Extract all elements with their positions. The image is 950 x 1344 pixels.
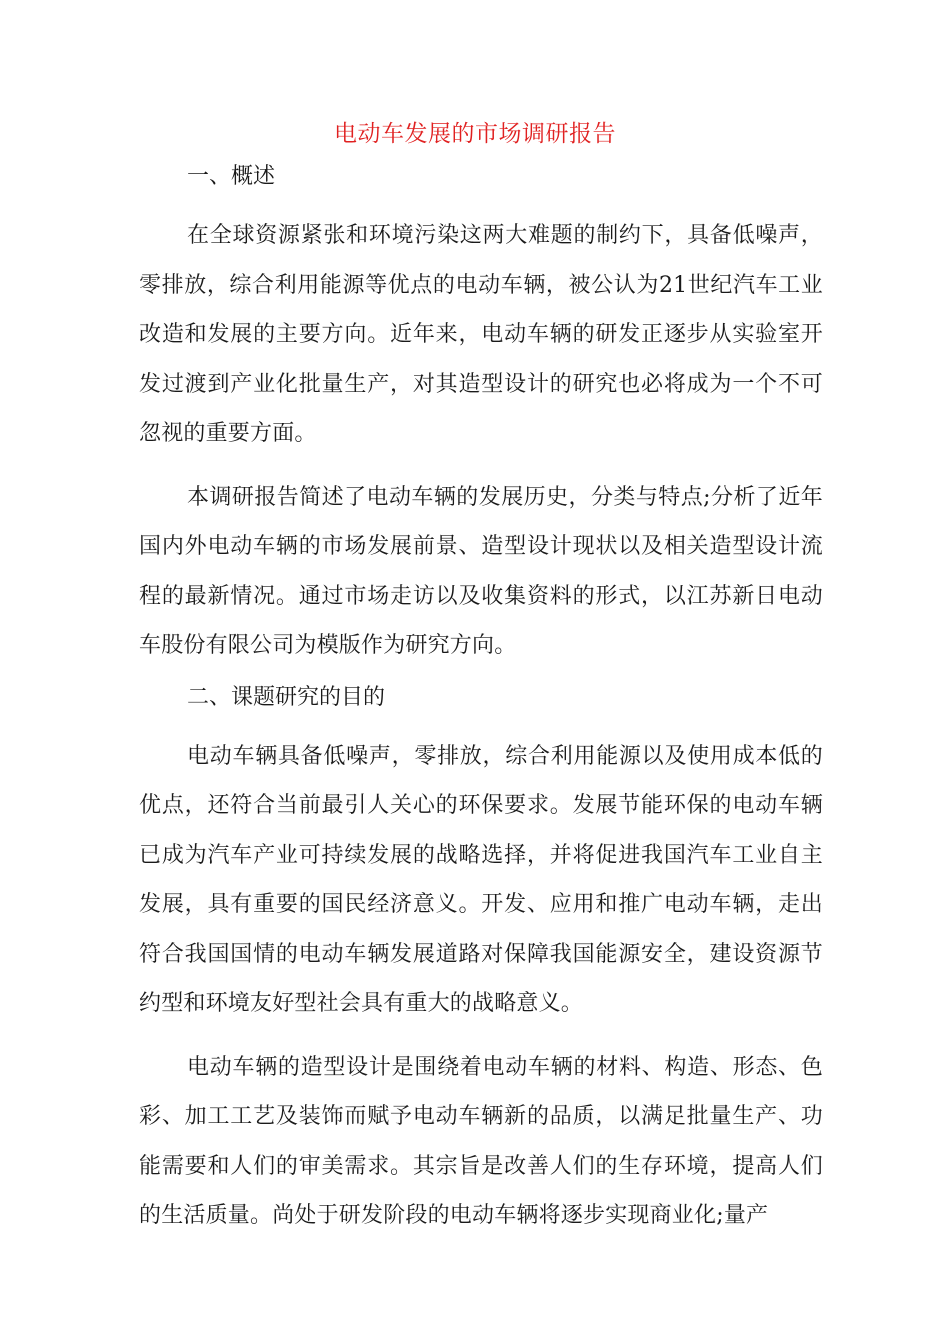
section-overview bbox=[139, 158, 823, 671]
document-title: 电动车发展的市场调研报告 bbox=[334, 121, 616, 147]
body-paragraph: 电动车辆具备低噪声，零排放，综合利用能源以及使用成本低的优点，还符合当前最引人关心的环保要求。发展节能环保的电动车辆已成为汽车产业可持续发展的战略选择，并将促进我国汽车工业自主发展，具有重要的国民经济意义。开发、应用和推广电动车辆，走出符合我国国情的电动车辆发展道路对保障我国能源安全，建设资源节约型和环境友好型社会具有重大的战略意义。 bbox=[139, 743, 823, 1016]
body-paragraph: 本调研报告简述了电动车辆的发展历史，分类与特点;分析了近年国内外电动车辆的市场发展前景、造型设计现状以及相关造型设计流程的最新情况。通过市场走访以及收集资料的形式，以江苏新日电动车股份有限公司为模版作为研究方向。 bbox=[139, 484, 823, 658]
body-paragraph: 在全球资源紧张和环境污染这两大难题的制约下，具备低噪声，零排放，综合利用能源等优点的电动车辆，被公认为21世纪汽车工业改造和发展的主要方向。近年来，电动车辆的研发正逐步从实验室开发过渡到产业化批量生产，对其造型设计的研究也必将成为一个不可忽视的重要方面。 bbox=[139, 223, 823, 446]
body-paragraph: 电动车辆的造型设计是围绕着电动车辆的材料、构造、形态、色彩、加工工艺及装饰而赋予电动车辆新的品质，以满足批量生产、功能需要和人们的审美需求。其宗旨是改善人们的生存环境，提高人们的生活质量。尚处于研发阶段的电动车辆将逐步实现商业化;量产 bbox=[139, 1054, 823, 1228]
document-body bbox=[139, 158, 823, 1241]
section-heading: 一、概述 bbox=[187, 164, 276, 189]
section-heading: 二、课题研究的目的 bbox=[187, 684, 386, 710]
section-research-purpose bbox=[139, 679, 823, 1241]
